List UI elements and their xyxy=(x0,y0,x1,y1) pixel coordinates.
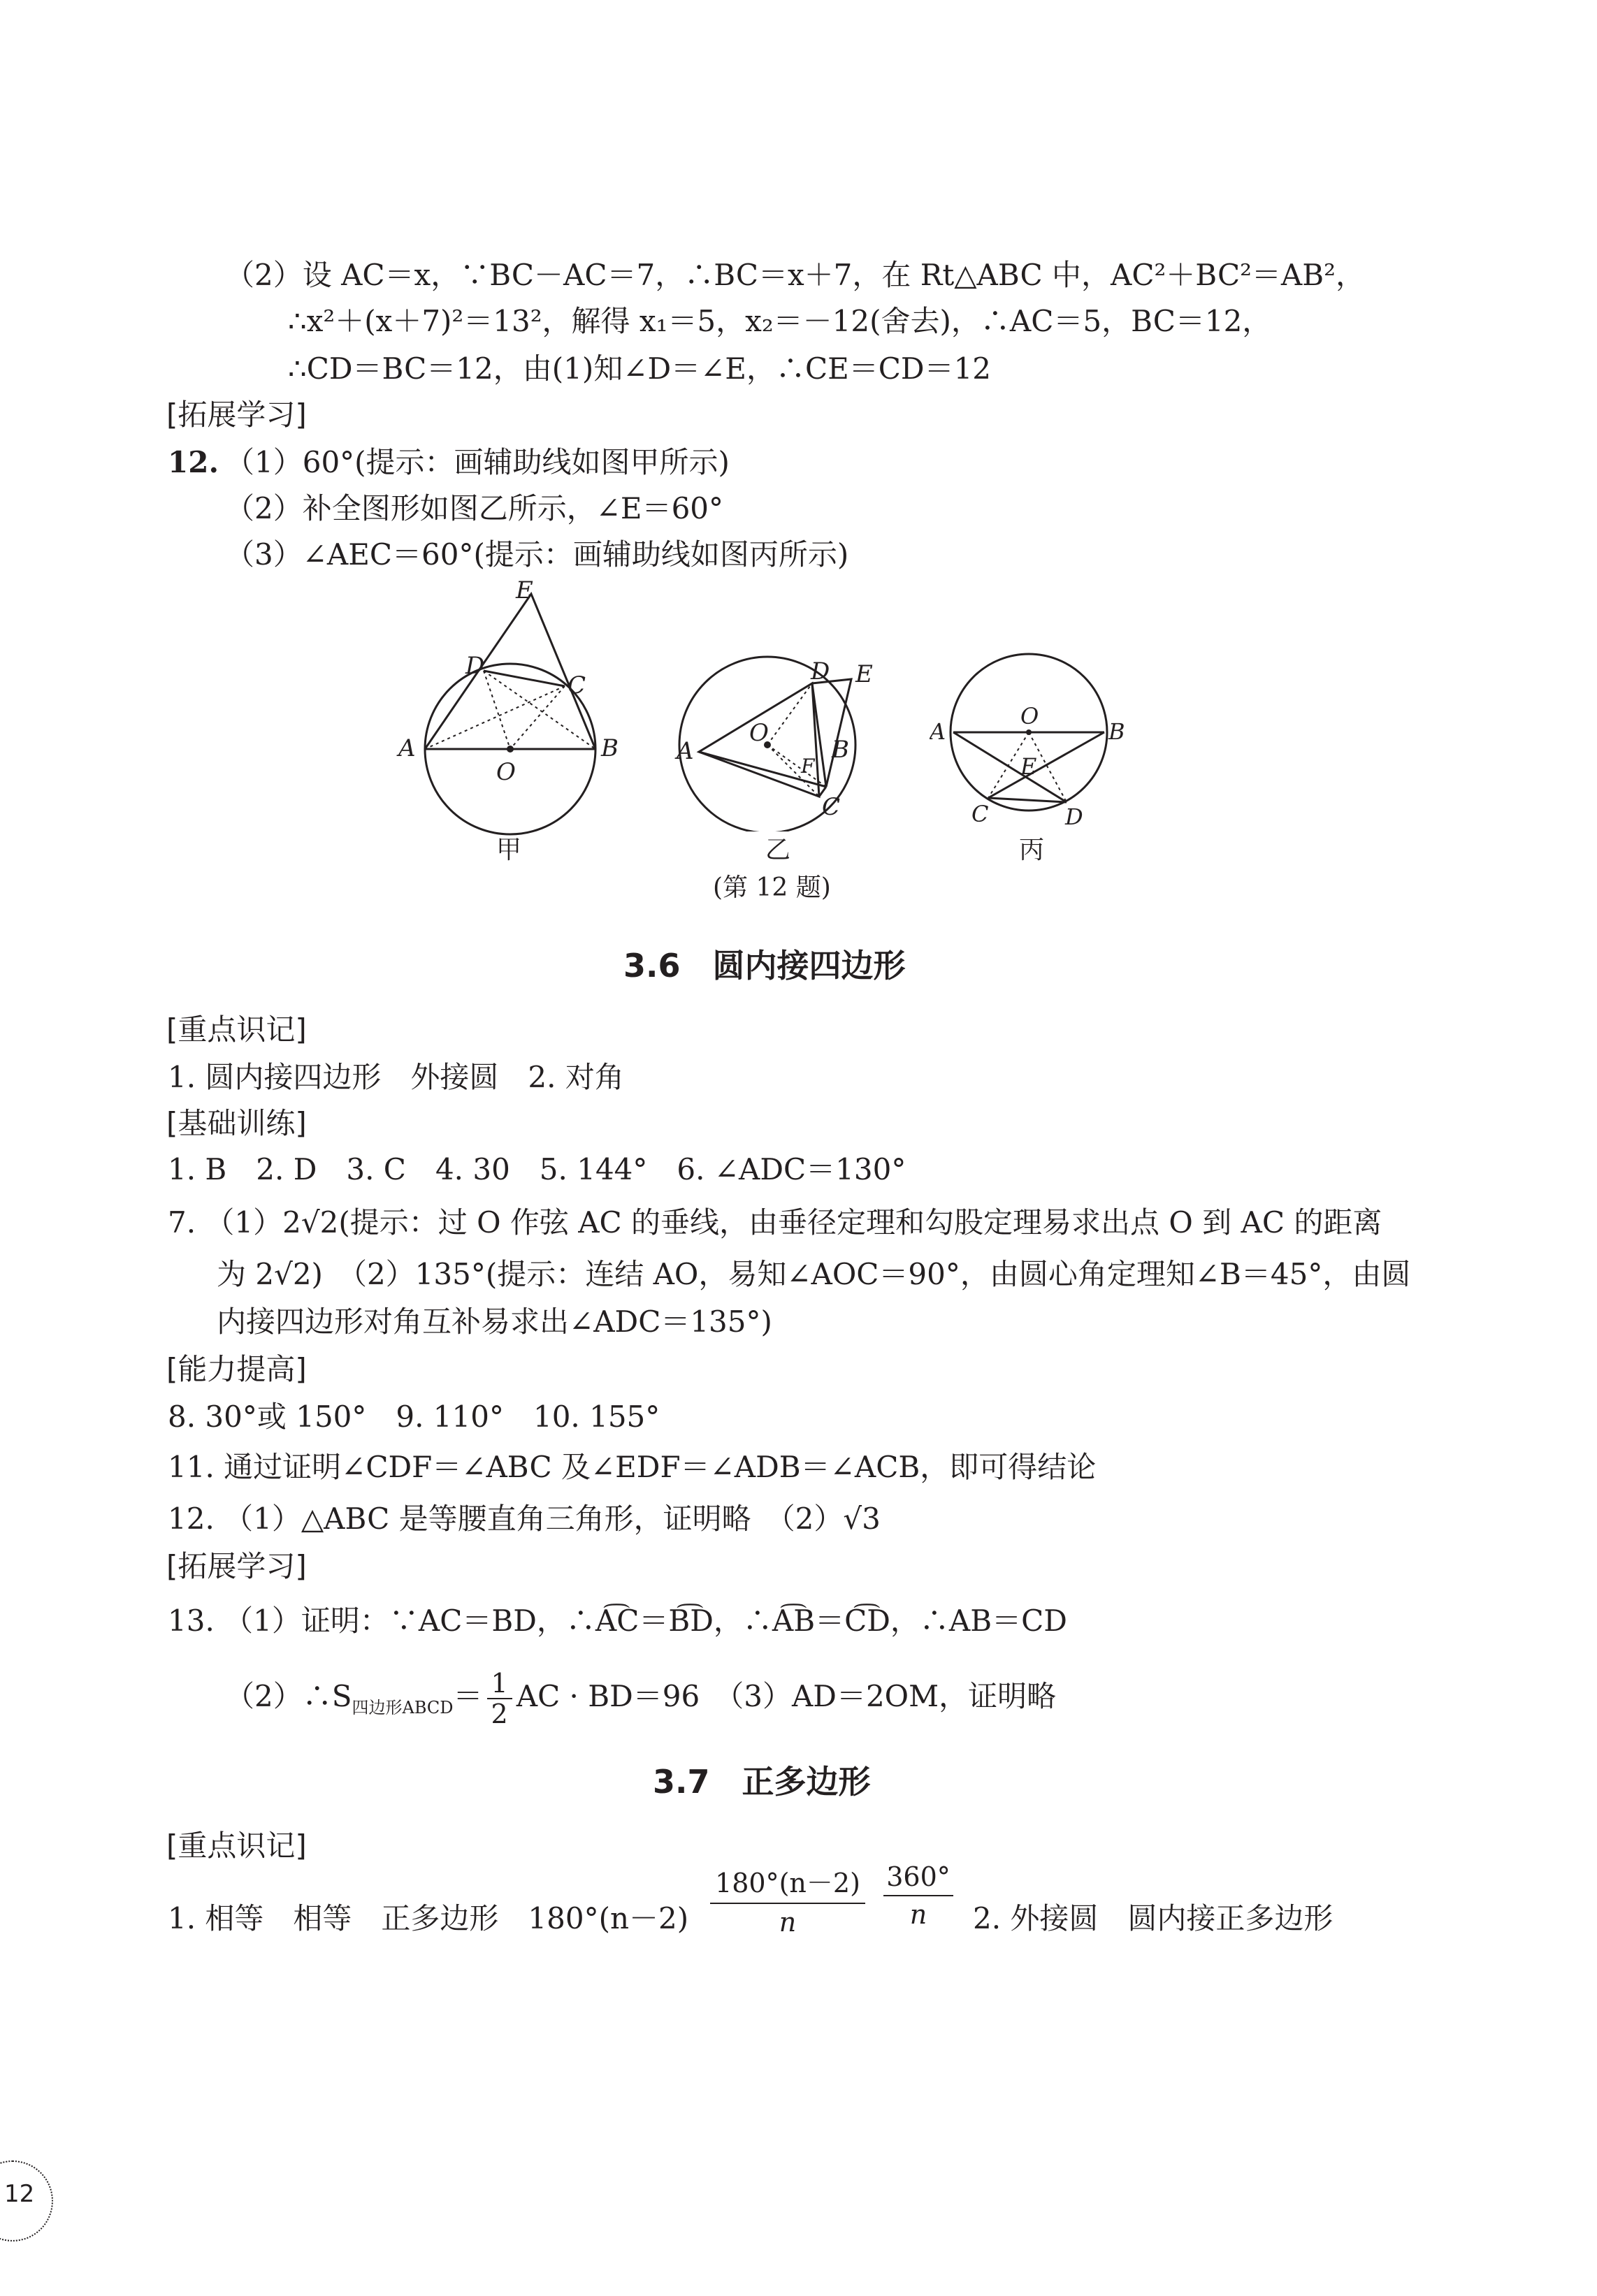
figure-caption: (第 12 题) xyxy=(713,873,831,902)
interior-angle-denominator: n xyxy=(779,1907,797,1938)
yi-label-B: B xyxy=(832,736,849,764)
bing-label-D: D xyxy=(1065,804,1083,824)
header-extension-2: [拓展学习] xyxy=(166,1549,307,1583)
central-angle-denominator: n xyxy=(909,1899,927,1930)
central-angle-fraction xyxy=(883,1861,953,1930)
equals-sign: ＝ xyxy=(453,1679,483,1713)
half-denominator: 2 xyxy=(487,1698,512,1729)
jia-label-D: D xyxy=(465,652,485,680)
jia-label-A: A xyxy=(398,734,416,762)
figure-jia-caption: 甲 xyxy=(496,836,522,864)
figure-yi xyxy=(664,650,902,831)
interior-angle-fraction xyxy=(710,1861,865,1938)
q12-part1: （1）60°(提示：画辅助线如图甲所示) xyxy=(225,445,730,479)
extension-answer-13-part1: 13. （1）证明：∵AC＝BD，∴A͡C＝B͡D，∴A͡B＝C͡D，∴AB＝CD xyxy=(168,1604,1067,1638)
jia-label-O: O xyxy=(496,758,516,786)
interior-angle-numerator: 180°(n－2) xyxy=(715,1868,860,1898)
section-title-3-6: 3.6 圆内接四边形 xyxy=(623,947,906,984)
bing-label-A: A xyxy=(930,718,946,745)
figure-bing xyxy=(930,650,1160,824)
page-number: 12 xyxy=(4,2180,35,2208)
half-numerator: 1 xyxy=(491,1668,508,1699)
header-key-points-2: [重点识记] xyxy=(166,1829,307,1863)
q12-number: 12. xyxy=(168,445,219,479)
bing-label-O: O xyxy=(1020,703,1039,729)
prev-answer-line-1: （2）设 AC＝x，∵BC－AC＝7，∴BC＝x＋7，在 Rt△ABC 中，AC²＋BC²＝AB²， xyxy=(225,258,1365,292)
basic-answer-7-line3: 内接四边形对角互补易求出∠ADC＝135°) xyxy=(217,1305,772,1339)
regular-polygon-answer-part1: 1. 相等 相等 正多边形 180°(n－2) xyxy=(168,1901,689,1935)
regular-polygon-answer-part2: 2. 外接圆 圆内接正多边形 xyxy=(973,1901,1334,1935)
half-fraction xyxy=(487,1669,512,1729)
ability-answers-8-10: 8. 30°或 150° 9. 110° 10. 155° xyxy=(168,1400,660,1434)
basic-answers-1-6: 1. B 2. D 3. C 4. 30 5. 144° 6. ∠ADC＝130° xyxy=(168,1152,906,1186)
ability-answer-11: 11. 通过证明∠CDF＝∠ABC 及∠EDF＝∠ADB＝∠ACB，即可得结论 xyxy=(168,1450,1097,1484)
prev-answer-line-3: ∴CD＝BC＝12，由(1)知∠D＝∠E，∴CE＝CD＝12 xyxy=(288,351,992,386)
figure-bing-caption: 丙 xyxy=(1019,836,1045,864)
bing-label-E: E xyxy=(1020,753,1037,780)
q12-part2: （2）补全图形如图乙所示，∠E＝60° xyxy=(225,491,724,525)
header-key-points: [重点识记] xyxy=(166,1012,307,1047)
central-angle-numerator: 360° xyxy=(886,1861,951,1892)
bing-label-C: C xyxy=(971,801,989,824)
yi-label-O: O xyxy=(749,719,769,747)
section-title-3-7: 3.7 正多边形 xyxy=(653,1763,871,1801)
area-result: AC · BD＝96 （3）AD＝2OM，证明略 xyxy=(516,1679,1057,1713)
yi-label-C: C xyxy=(822,793,841,821)
jia-label-B: B xyxy=(601,734,619,762)
key-points-answer: 1. 圆内接四边形 外接圆 2. 对角 xyxy=(168,1060,624,1094)
jia-label-C: C xyxy=(568,671,586,699)
basic-answer-7-line1: 7. （1）2√2(提示：过 O 作弦 AC 的垂线，由垂径定理和勾股定理易求出点 O 到 AC 的距离 xyxy=(168,1205,1382,1240)
header-ability: [能力提高] xyxy=(166,1352,307,1386)
yi-label-D: D xyxy=(811,657,830,685)
basic-answer-7-line2: 为 2√2) （2）135°(提示：连结 AO，易知∠AOC＝90°，由圆心角定理知∠B＝45°，由圆 xyxy=(217,1257,1411,1291)
q12-part3: （3）∠AEC＝60°(提示：画辅助线如图丙所示) xyxy=(225,537,849,572)
figure-yi-caption: 乙 xyxy=(765,836,791,864)
area-prefix: （2）∴S xyxy=(225,1679,352,1713)
yi-label-F: F xyxy=(801,755,815,778)
jia-label-E: E xyxy=(516,576,533,604)
area-subscript: 四边形ABCD xyxy=(352,1698,454,1717)
section-header-extension: [拓展学习] xyxy=(166,398,307,432)
yi-label-E: E xyxy=(855,660,873,688)
header-basic-training: [基础训练] xyxy=(166,1106,307,1140)
ability-answer-12: 12. （1）△ABC 是等腰直角三角形，证明略 （2）√3 xyxy=(168,1502,881,1536)
yi-label-A: A xyxy=(677,737,694,765)
extension-answer-13-part2 xyxy=(225,1669,1056,1729)
bing-label-B: B xyxy=(1108,718,1125,745)
prev-answer-line-2: ∴x²＋(x＋7)²＝13²，解得 x₁＝5，x₂＝－12(舍去)，∴AC＝5，BC＝12， xyxy=(288,304,1272,338)
